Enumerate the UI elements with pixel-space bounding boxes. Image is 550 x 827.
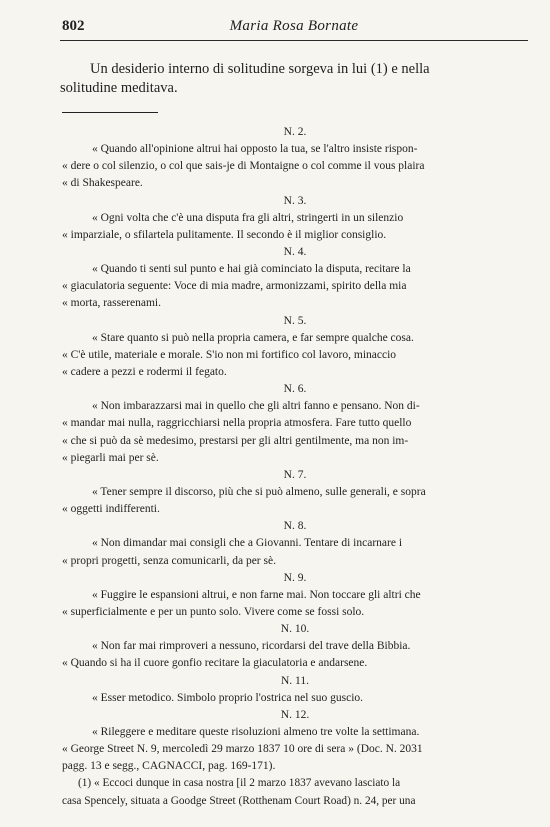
resolution-number: N. 5.	[283, 314, 307, 327]
page-number: 802	[62, 18, 85, 34]
resolution-item	[62, 467, 528, 518]
resolution-line: « che si può da sè medesimo, prestarsi per gli altri gentilmente, ma non im-	[62, 434, 409, 447]
intro-line: Un desiderio interno di solitudine sorgeva in lui (1) e nella	[90, 61, 430, 77]
resolution-item	[62, 621, 528, 672]
resolution-line: « di Shakespeare.	[62, 177, 143, 190]
resolution-line: « cadere a pezzi e rodermi il fegato.	[62, 366, 227, 379]
resolution-number: N. 6.	[283, 383, 307, 396]
resolution-line: « George Street N. 9, mercoledì 29 marzo 1837 10 ore di sera » (Doc. N. 2031	[62, 743, 423, 756]
resolution-item	[62, 124, 528, 193]
resolution-line: « Stare quanto si può nella propria camera, e far sempre qualche cosa.	[92, 331, 414, 344]
resolution-item	[62, 570, 528, 621]
resolution-item	[62, 673, 528, 707]
resolution-number: N. 8.	[283, 520, 307, 533]
resolution-number: N. 12.	[280, 708, 310, 721]
resolution-line: « propri progetti, senza comunicarli, da per sè.	[62, 554, 276, 567]
resolution-number: N. 10.	[280, 623, 310, 636]
footnote-line: casa Spencely, situata a Goodge Street (Rotthenam Court Road) n. 24, per una	[62, 794, 416, 807]
resolution-item	[62, 518, 528, 569]
resolution-line: pagg. 13 e segg., CAGNACCI, pag. 169-171).	[62, 760, 276, 773]
resolution-item	[62, 707, 528, 776]
resolution-number: N. 2.	[283, 126, 307, 138]
intro-paragraph	[60, 60, 528, 98]
resolution-item	[62, 313, 528, 382]
intro-line: solitudine meditava.	[60, 80, 178, 96]
page-header	[60, 14, 528, 41]
resolution-line: « Tener sempre il discorso, più che si può almeno, sulle generali, e sopra	[92, 486, 426, 499]
footnote-line: (1) « Eccoci dunque in casa nostra [il 2 marzo 1837 avevano lasciato la	[78, 777, 401, 790]
resolution-line: « Esser metodico. Simbolo proprio l'ostrica nel suo guscio.	[92, 691, 364, 704]
resolution-line: « Rileggere e meditare queste risoluzioni almeno tre volte la settimana.	[92, 725, 420, 738]
resolution-number: N. 3.	[283, 194, 307, 207]
resolution-line: « Non dimandar mai consigli che a Giovanni. Tentare di incarnare i	[92, 537, 403, 550]
resolution-line: « Non far mai rimproveri a nessuno, ricordarsi del trave della Bibbia.	[92, 640, 411, 653]
resolution-line: « dere o col silenzio, o col que sais-je di Montaigne o col comme il vous plaira	[62, 160, 425, 173]
resolution-line: « mandar mai nulla, raggricchiarsi nella propria atmosfera. Fare tutto quello	[62, 417, 412, 430]
resolution-number: N. 9.	[283, 571, 307, 584]
section-divider	[62, 112, 158, 113]
resolution-line: « Quando all'opinione altrui hai opposto la tua, se l'altro insiste rispon-	[92, 143, 418, 155]
resolution-line: « oggetti indifferenti.	[62, 503, 160, 516]
resolution-line: « imparziale, o sfilartela pulitamente. Il secondo è il miglior consiglio.	[62, 228, 387, 241]
resolution-number: N. 4.	[283, 246, 307, 259]
resolution-line: « Non imbarazzarsi mai in quello che gli altri fanno e pensano. Non di-	[92, 400, 420, 413]
resolution-line: « Quando si ha il cuore gonfio recitare la giaculatoria e andarsene.	[62, 657, 368, 670]
resolution-item	[62, 193, 528, 244]
resolution-line: « Quando ti senti sul punto e hai già cominciato la disputa, recitare la	[92, 263, 411, 276]
resolutions-list	[62, 124, 528, 810]
resolution-line: « giaculatoria seguente: Voce di mia madre, armonizzami, spirito della mia	[62, 280, 407, 293]
resolution-line: « morta, rasserenami.	[62, 297, 161, 310]
running-title: Maria Rosa Bornate	[229, 18, 359, 34]
resolution-item	[62, 381, 528, 467]
resolution-number: N. 7.	[283, 469, 307, 482]
resolution-line: « Ogni volta che c'è una disputa fra gli altri, stringerti in un silenzio	[92, 211, 404, 224]
resolution-item	[62, 244, 528, 313]
resolution-line: « C'è utile, materiale e morale. S'io non mi fortifico col lavoro, minaccio	[62, 348, 397, 361]
resolution-line: « superficialmente e per un punto solo. Vivere come se fossi solo.	[62, 606, 365, 619]
footnote	[62, 775, 528, 809]
resolution-number: N. 11.	[280, 674, 309, 687]
resolution-line: « piegarli mai per sè.	[62, 451, 159, 464]
resolution-line: « Fuggire le espansioni altrui, e non farne mai. Non toccare gli altri che	[92, 588, 421, 601]
